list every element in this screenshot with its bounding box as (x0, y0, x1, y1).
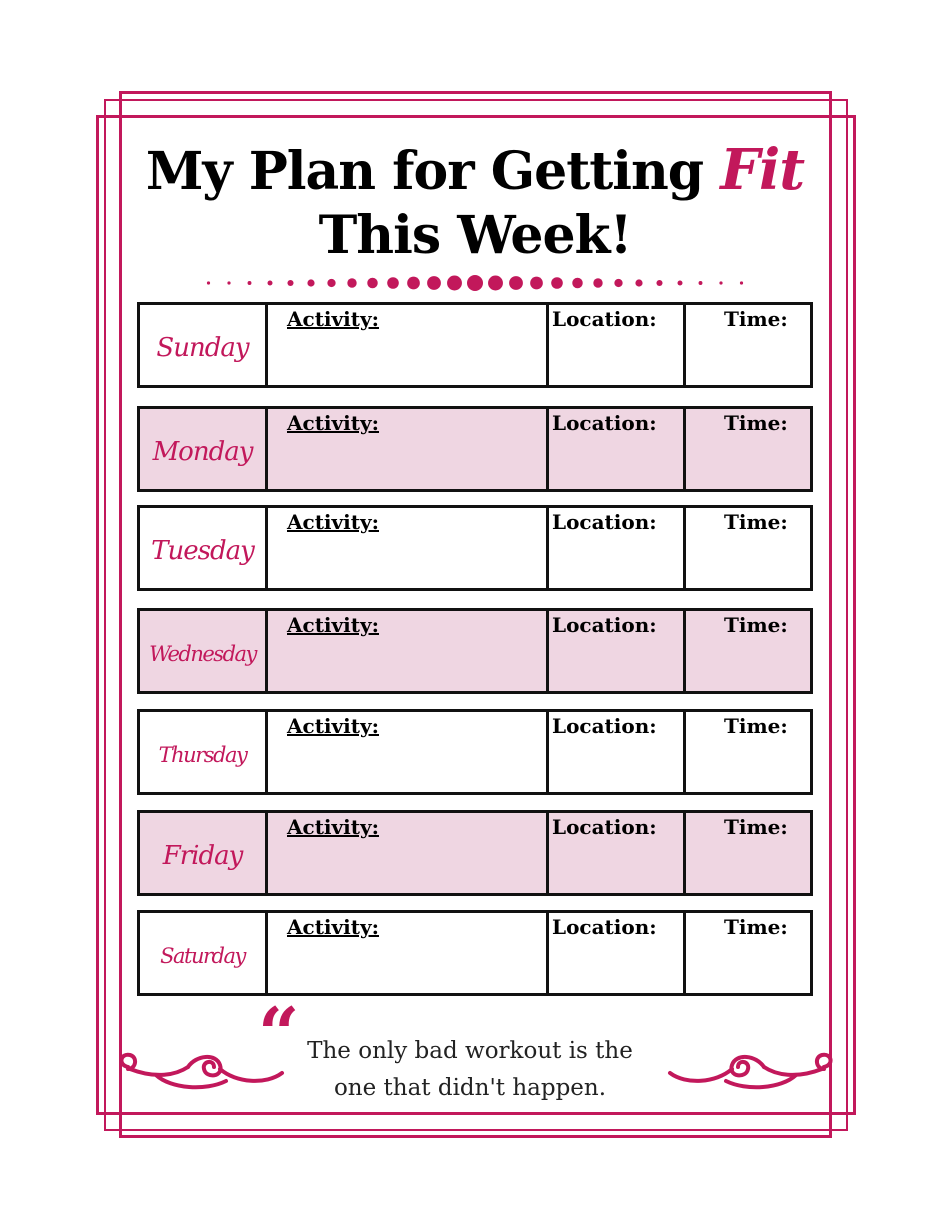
divider-dot (227, 281, 230, 284)
divider-dot (327, 279, 335, 287)
day-row-friday (137, 810, 813, 896)
time-label: Time: (724, 815, 788, 839)
day-row-thursday (137, 709, 813, 795)
divider-dot (367, 278, 378, 289)
location-label: Location: (552, 815, 657, 839)
location-cell[interactable] (549, 712, 686, 792)
divider-dot (427, 276, 441, 290)
activity-cell[interactable] (268, 712, 549, 792)
divider-dot (699, 281, 703, 285)
day-label-saturday: Saturday (160, 944, 245, 968)
divider-dot (551, 277, 563, 289)
day-cell (140, 813, 268, 893)
activity-label: Activity: (287, 714, 379, 738)
day-row-saturday (137, 910, 813, 996)
time-cell[interactable] (686, 712, 810, 792)
left-flourish-icon (116, 1045, 286, 1095)
divider-dot (678, 281, 683, 286)
time-cell[interactable] (686, 305, 810, 385)
day-cell (140, 611, 268, 691)
day-label-wednesday: Wednesday (149, 642, 256, 666)
right-flourish-icon (666, 1045, 836, 1095)
location-label: Location: (552, 510, 657, 534)
divider-dot (248, 281, 252, 285)
location-cell[interactable] (549, 813, 686, 893)
location-label: Location: (552, 307, 657, 331)
activity-label: Activity: (287, 613, 379, 637)
title-line2: This Week! (318, 205, 632, 266)
location-label: Location: (552, 411, 657, 435)
day-cell (140, 913, 268, 993)
time-cell[interactable] (686, 913, 810, 993)
divider-dot (407, 277, 420, 290)
location-cell[interactable] (549, 508, 686, 588)
dotted-divider (0, 272, 950, 294)
time-label: Time: (724, 613, 788, 637)
day-row-wednesday (137, 608, 813, 694)
day-cell (140, 409, 268, 489)
time-cell[interactable] (686, 611, 810, 691)
time-cell[interactable] (686, 409, 810, 489)
activity-label: Activity: (287, 815, 379, 839)
divider-dot (307, 279, 314, 286)
activity-cell[interactable] (268, 611, 549, 691)
divider-dot (207, 281, 210, 284)
time-label: Time: (724, 510, 788, 534)
day-cell (140, 508, 268, 588)
location-cell[interactable] (549, 611, 686, 691)
time-cell[interactable] (686, 508, 810, 588)
divider-dot (572, 278, 583, 289)
divider-dot (488, 276, 503, 291)
divider-dot (530, 277, 543, 290)
location-cell[interactable] (549, 913, 686, 993)
location-label: Location: (552, 714, 657, 738)
activity-cell[interactable] (268, 305, 549, 385)
location-cell[interactable] (549, 305, 686, 385)
divider-dot (268, 281, 273, 286)
quote-line-2: one that didn't happen. (333, 1075, 607, 1101)
time-label: Time: (724, 411, 788, 435)
title-prefix: My Plan for Getting (145, 141, 704, 202)
activity-cell[interactable] (268, 913, 549, 993)
quote-mark-icon: “ (258, 991, 300, 1076)
divider-dot (387, 277, 399, 289)
activity-label: Activity: (287, 411, 379, 435)
divider-dot (719, 281, 722, 284)
day-label-sunday: Sunday (156, 333, 249, 363)
day-row-tuesday (137, 505, 813, 591)
day-label-thursday: Thursday (158, 743, 247, 767)
day-cell (140, 305, 268, 385)
location-label: Location: (552, 915, 657, 939)
divider-dot (467, 275, 483, 291)
location-cell[interactable] (549, 409, 686, 489)
divider-dot (287, 280, 293, 286)
divider-dot (635, 279, 642, 286)
divider-dot (509, 276, 523, 290)
divider-dot (347, 278, 356, 287)
divider-dot (614, 279, 622, 287)
activity-cell[interactable] (268, 813, 549, 893)
divider-dot (740, 281, 743, 284)
motivational-quote (270, 1033, 670, 1107)
day-cell (140, 712, 268, 792)
title-highlight: Fit (720, 137, 805, 203)
day-label-monday: Monday (152, 437, 253, 467)
day-label-friday: Friday (162, 841, 243, 871)
activity-cell[interactable] (268, 409, 549, 489)
day-row-sunday (137, 302, 813, 388)
activity-label: Activity: (287, 307, 379, 331)
divider-dot (656, 280, 662, 286)
activity-cell[interactable] (268, 508, 549, 588)
activity-label: Activity: (287, 915, 379, 939)
time-label: Time: (724, 714, 788, 738)
time-cell[interactable] (686, 813, 810, 893)
location-label: Location: (552, 613, 657, 637)
time-label: Time: (724, 915, 788, 939)
quote-line-1: The only bad workout is the (307, 1038, 633, 1064)
day-row-monday (137, 406, 813, 492)
divider-dot (593, 278, 602, 287)
divider-dot (447, 276, 462, 291)
activity-label: Activity: (287, 510, 379, 534)
time-label: Time: (724, 307, 788, 331)
page-title (0, 138, 950, 268)
day-label-tuesday: Tuesday (151, 536, 254, 566)
